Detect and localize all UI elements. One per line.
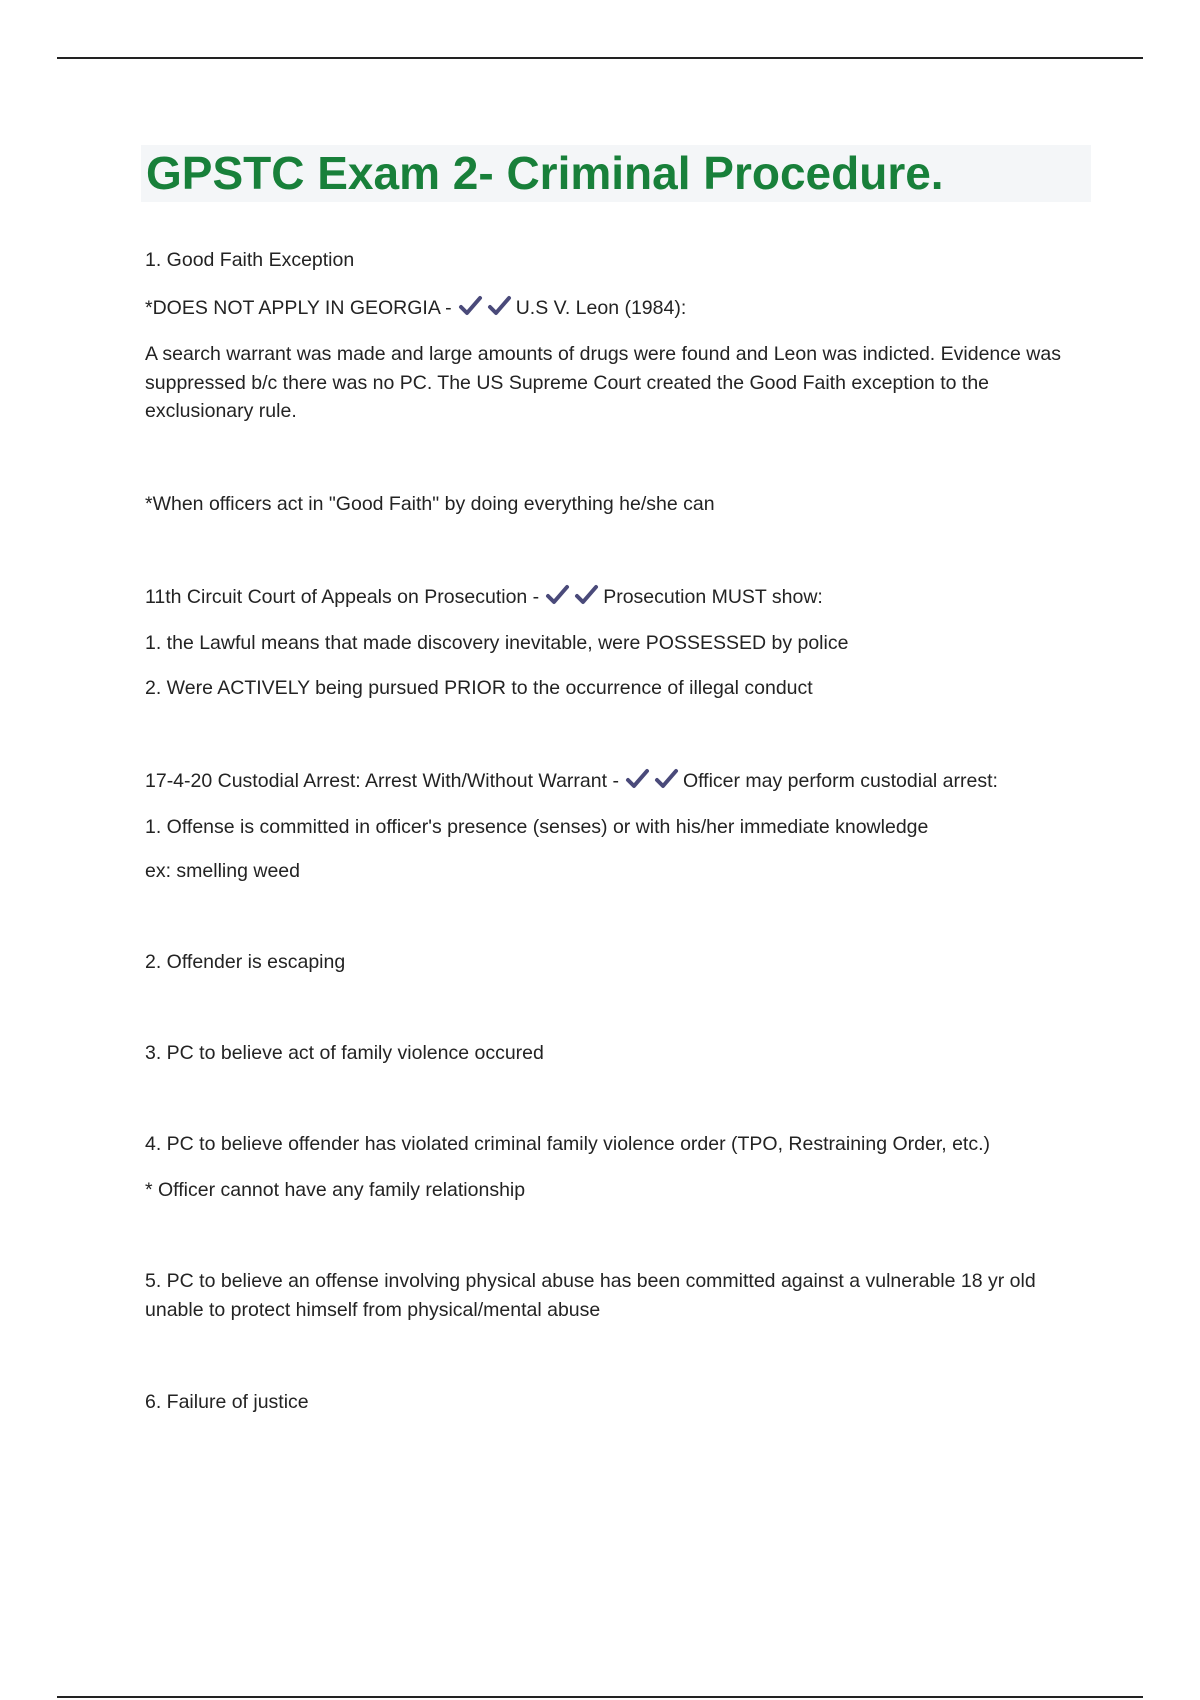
eleventh-circuit-prefix: 11th Circuit Court of Appeals on Prosecution -	[145, 586, 540, 608]
good-faith-note-prefix: *DOES NOT APPLY IN GEORGIA -	[145, 297, 452, 319]
custodial-point-4: 4. PC to believe offender has violated criminal family violence order (TPO, Restraining Order, etc.)	[145, 1133, 991, 1155]
eleventh-point-2: 2. Were ACTIVELY being pursued PRIOR to the occurrence of illegal conduct	[145, 677, 813, 699]
custodial-point-3: 3. PC to believe act of family violence occured	[145, 1042, 544, 1064]
check-icon	[625, 768, 650, 790]
check-icon	[574, 584, 599, 606]
good-faith-note-suffix: U.S V. Leon (1984):	[515, 297, 687, 319]
good-faith-when: *When officers act in "Good Faith" by doing everything he/she can	[145, 493, 715, 515]
custodial-point-1: 1. Offense is committed in officer's presence (senses) or with his/her immediate knowledge	[145, 816, 929, 838]
custodial-arrest-heading	[145, 767, 998, 795]
custodial-point-4-note: * Officer cannot have any family relationship	[145, 1179, 526, 1201]
custodial-suffix: Officer may perform custodial arrest:	[682, 770, 998, 792]
custodial-prefix: 17-4-20 Custodial Arrest: Arrest With/Without Warrant -	[145, 770, 619, 792]
good-faith-heading: 1. Good Faith Exception	[145, 249, 355, 271]
good-faith-note	[145, 294, 686, 322]
custodial-point-2: 2. Offender is escaping	[145, 951, 346, 973]
check-icon	[654, 768, 679, 790]
custodial-example: ex: smelling weed	[145, 860, 300, 882]
eleventh-circuit-heading	[145, 583, 823, 611]
custodial-point-5: 5. PC to believe an offense involving physical abuse has been committed against a vulnerable 18 yr old unable to protect himself from physical/mental abuse	[145, 1270, 1036, 1321]
bottom-divider	[57, 1696, 1143, 1698]
eleventh-circuit-suffix: Prosecution MUST show:	[603, 586, 823, 608]
check-icon	[487, 295, 512, 317]
document-title: GPSTC Exam 2- Criminal Procedure.	[146, 147, 944, 199]
good-faith-paragraph: A search warrant was made and large amounts of drugs were found and Leon was indicted. Evidence was suppressed b/c there was no PC. The US Supreme Court created the Good Faith exception to the exclusionary rule.	[145, 343, 1061, 422]
eleventh-point-1: 1. the Lawful means that made discovery inevitable, were POSSESSED by police	[145, 632, 849, 654]
custodial-point-6: 6. Failure of justice	[145, 1391, 309, 1413]
check-icon	[458, 295, 483, 317]
check-icon	[545, 584, 570, 606]
top-divider	[57, 57, 1143, 59]
